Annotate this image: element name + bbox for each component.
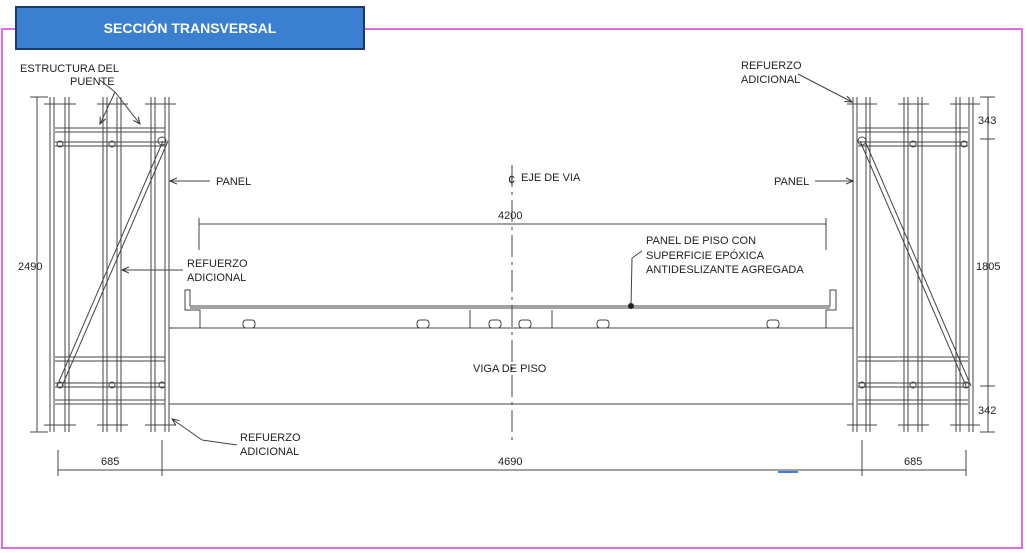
label-refuerzo-bottom-1: REFUERZO: [240, 432, 301, 444]
dim-343: 343: [978, 115, 997, 127]
label-viga-de-piso: VIGA DE PISO: [473, 363, 547, 375]
label-refuerzo-left-2: ADICIONAL: [187, 272, 247, 284]
dim-685-left: 685: [101, 456, 120, 468]
label-panel-left: PANEL: [216, 176, 252, 188]
dim-342: 342: [978, 405, 997, 417]
label-eje-de-via: EJE DE VIA: [521, 172, 581, 184]
floor-panel: [185, 290, 836, 328]
label-refuerzo-left-1: REFUERZO: [187, 258, 248, 270]
section-title: SECCIÓN TRANSVERSAL: [15, 6, 365, 50]
label-refuerzo-tr-2: ADICIONAL: [741, 74, 801, 86]
svg-text:¢: ¢: [508, 172, 516, 187]
label-refuerzo-tr-1: REFUERZO: [741, 60, 802, 72]
dim-2490: 2490: [18, 261, 43, 273]
label-estructura-1: ESTRUCTURA DEL: [20, 63, 120, 75]
dim-1805: 1805: [976, 261, 1001, 273]
dim-4690: 4690: [498, 456, 523, 468]
dim-4200: 4200: [498, 210, 523, 222]
label-estructura-2: PUENTE: [70, 76, 115, 88]
dim-685-right: 685: [904, 456, 923, 468]
label-panel-piso-2: SUPERFICIE EPÓXICA: [646, 250, 764, 262]
label-refuerzo-bottom-2: ADICIONAL: [240, 446, 300, 458]
label-panel-piso-3: ANTIDESLIZANTE AGREGADA: [646, 264, 804, 276]
right-truss: [847, 97, 980, 432]
label-panel-piso-1: PANEL DE PISO CON: [646, 235, 757, 247]
left-truss: [44, 97, 176, 432]
label-panel-right: PANEL: [774, 176, 810, 188]
